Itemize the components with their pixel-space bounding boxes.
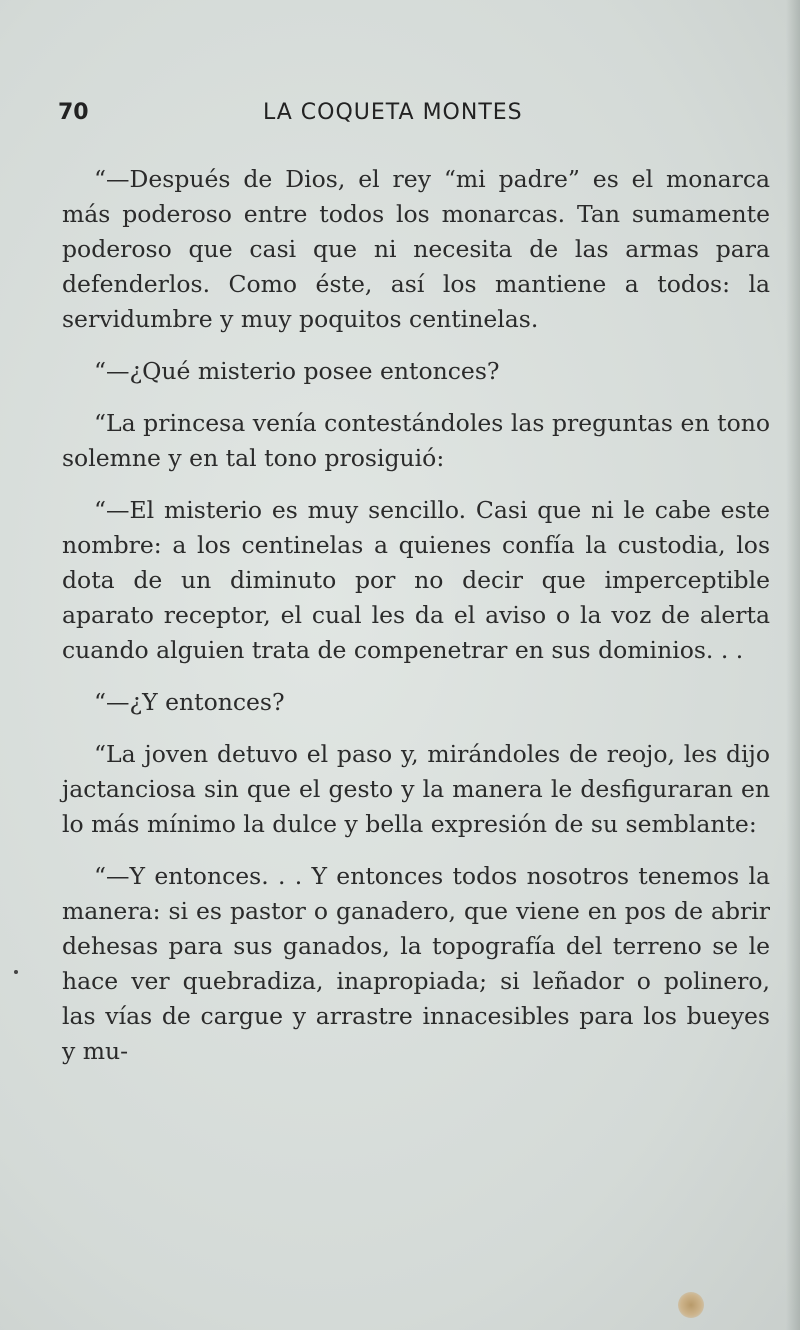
paragraph-4: “—El misterio es muy sencillo. Casi que ni le cabe este nombre: a los centinelas a quienes confía la custodia, los dota de un diminuto por no decir que imperceptible aparato receptor, el cual les da el aviso o la voz de alerta cuando alguien trata de compenetrar en sus dominios. . . bbox=[62, 496, 770, 664]
page-edge-shadow bbox=[786, 0, 800, 1330]
paragraph-5: “—¿Y entonces? bbox=[94, 688, 285, 716]
paragraph-3: “La princesa venía contestándoles las preguntas en tono solemne y en tal tono prosiguió: bbox=[62, 409, 770, 472]
body-text bbox=[62, 162, 770, 1069]
paper-speck bbox=[14, 970, 18, 974]
paragraph-7: “—Y entonces. . . Y entonces todos nosotros tenemos la manera: si es pastor o ganadero, que viene en pos de abrir dehesas para sus ganados, la topografía del terreno se le hace ver quebradiza, inapropiada; si leñador o polinero, las vías de cargue y arrastre innacesibles para los bueyes y mu- bbox=[62, 862, 770, 1065]
paragraph-6: “La joven detuvo el paso y, mirándoles de reojo, les dijo jactanciosa sin que el gesto y la manera le desfiguraran en lo más mínimo la dulce y bella expresión de su semblante: bbox=[62, 740, 770, 838]
paragraph-1: “—Después de Dios, el rey “mi padre” es el monarca más poderoso entre todos los monarcas. Tan sumamente poderoso que casi que ni necesita de las armas para defenderlos. Como éste, así los mantiene a todos: la servidumbre y muy poquitos centinelas. bbox=[62, 165, 770, 333]
paper-stain bbox=[678, 1292, 704, 1318]
page-number: 70 bbox=[58, 100, 89, 125]
running-head: LA COQUETA MONTES bbox=[263, 100, 523, 125]
page-header bbox=[58, 100, 758, 140]
paragraph-2: “—¿Qué misterio posee entonces? bbox=[94, 357, 500, 385]
